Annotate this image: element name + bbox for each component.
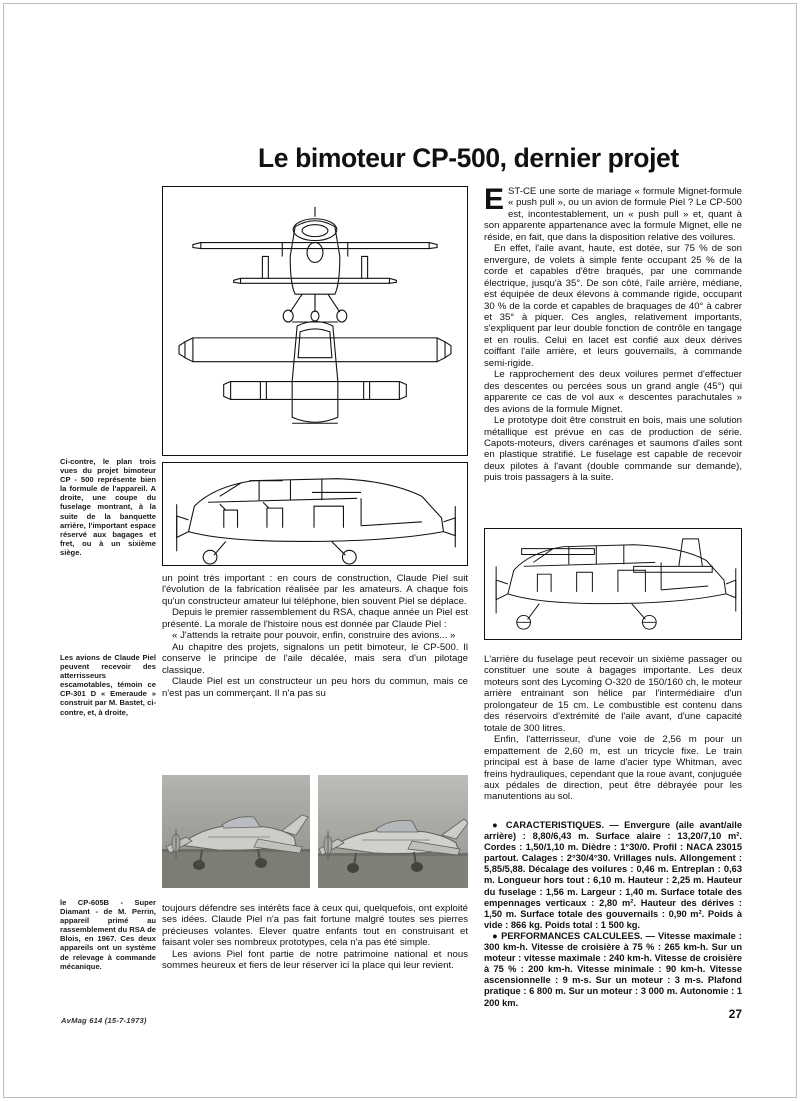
center-paragraph-3: « J'attends la retraite pour pouvoir, enfin, construire des avions... »	[172, 630, 456, 642]
three-view-drawing	[162, 186, 468, 456]
center-paragraph-5: Claude Piel est un constructeur un peu hors du commun, mais ce n'est pas un commerçant. Il n'a pas su	[162, 676, 468, 699]
characteristics-paragraph: ● CARACTERISTIQUES. — Envergure (aile avant/aile arrière) : 8,80/6,43 m. Surface alaire : 13,20/7,10 m². Cordes : 1,50/1,10 m. Dièdre : 1°30/0. Profil : NACA 23015 partout. Calages : 2°30/4°30. Vrillages nuls. Allongement : 5,85/5,88. Décalage des voilures : 0,46 m. Entreplan : 0,63 m. Longueur hors tout : 6,10 m. Hauteur : 2,25 m. Hauteur du fuselage : 1,56 m. Largeur : 1,40 m. Surface totale des empennages verticaux : 2,80 m². Hauteur des dérives : 1,50 m. Surface totale des gouvernails : 0,90 m². Poids à vide : 866 kg. Poids total : 1 500 kg.	[484, 820, 742, 930]
center-text-column	[162, 573, 468, 699]
side-view-cutaway-drawing	[484, 528, 742, 640]
page-title: Le bimoteur CP-500, dernier projet	[258, 143, 679, 173]
caption-photo-left: Les avions de Claude Piel peuvent recevoir des atterrisseurs escamotables, témoin ce CP-301 D « Emeraude » construit par M. Bastet, ci-contre, et, à droite,	[60, 653, 156, 717]
right-mid-text-column	[484, 654, 742, 803]
center-paragraph-2: Depuis le premier rassemblement du RSA, chaque année un Piel est présenté. La morale de l'histoire nous est donnée par Claude Piel :	[162, 607, 468, 630]
fuselage-cutaway-drawing	[162, 462, 468, 566]
performances-paragraph: ● PERFORMANCES CALCULEES. — Vitesse maximale : 300 km-h. Vitesse de croisière à 75 % : 265 km-h. Sur un moteur : vitesse maximale : 240 km-h. Vitesse de croisière à 75 % : 200 km-h. Vitesse minimale : 90 km-h. Vitesse ascensionnelle : 9 m-s. Sur un moteur : 3 m-s. Plafond pratique : 6 800 m. Sur un moteur : 3 000 m. Autonomie : 1 200 km.	[484, 930, 742, 1008]
drop-cap: E	[484, 183, 505, 216]
center-lower-paragraph-1: toujours défendre ses intérêts face à ceux qui, quelquefois, ont exploité ses idées. Claude Piel n'a pas fait fortune malgré toutes ses pierres précieuses volantes. Elever quatre enfants tout en construisant et faisant voler ses nombreux prototypes, cela n'a pas été simple.	[162, 903, 468, 949]
magazine-issue-footer: AvMag 614 (15-7-1973)	[61, 1016, 147, 1025]
center-paragraph-4: Au chapitre des projets, signalons un petit bimoteur, le CP-500. Il conserve le principe de l'aile décalée, mais sera d'un pilotage classique.	[162, 641, 468, 676]
center-lower-paragraph-2: Les avions Piel font partie de notre patrimoine national et nous sommes heureux et fiers de leur réserver ici la place qui leur revient.	[162, 948, 468, 972]
intro-paragraph-3: Le rapprochement des deux voilures permet d'effectuer des descentes ou percées sous un grand angle (45°) qui apparente ce cas de vol aux « descentes parachutales » des avions de la formule Mignet.	[484, 369, 742, 415]
right-mid-paragraph-2: Enfin, l'atterrisseur, d'une voie de 2,56 m pour un empattement de 2,60 m, est un tricycle fixe. Le train principal est à base de lame d'acier type Whitman, avec freins hydrauliques, cependant que la roue avant, conjuguée aux pédales de direction, peut être débrayée pour les manutentions au sol.	[484, 734, 742, 803]
intro-paragraph-4: Le prototype doit être construit en bois, mais une solution métallique est prévue en cas de production de série. Capots-moteurs, divers carénages et saumons d'ailes sont en plastique stratifié. Le fuselage est capable de recevoir deux pilotes à l'avant (double commande sur demande), puis trois passagers à la suite.	[484, 415, 742, 484]
caption-three-view: Ci-contre, le plan trois vues du projet bimoteur CP - 500 représente bien la formule de l'appareil. A droite, une coupe du fuselage montrant, à la suite de la banquette arrière, l'important espace réservé aux bagages et fret, ou à un sixième siège.	[60, 457, 156, 557]
intro-paragraph-1: ST-CE une sorte de mariage « formule Mignet-formule « push pull », ou un avion de formule Piel ? Le CP-500 est, incontestablement, un « push pull » et, quant à son apparente appartenance avec la formule Mignet, elle ne réside, en fait, que dans la disposition relative des voilures.	[484, 186, 742, 243]
intro-paragraph-2: En effet, l'aile avant, haute, est dotée, sur 75 % de son envergure, de volets à simple fente occupant 25 % de la corde et capables d'être braqués, par une commande électrique, jusqu'à 35°. De son côté, l'aile arrière, médiane, est équipée de deux élevons à commande rigide, occupant 30 % de la corde et capables de braquages de 40° à cabrer et 35° à piquer. Ces angles, relativement importants, s'expliquent par leur double fonction de contrôle en tangage et en roulis. Celui en lacet est confié aux deux dérives coiffant l'aile arrière, et leurs gouvernails, à commande semi-rigide.	[484, 243, 742, 369]
intro-text-column	[484, 183, 742, 484]
right-mid-paragraph-1: L'arrière du fuselage peut recevoir un sixième passager ou constituer une soute à bagages importante. Les deux moteurs sont des Lycoming O-320 de 150/160 ch, le moteur arrière entrainant son hélice par l'intermédiaire d'un prolongateur de 15 cm. Le combustible est contenu dans des réservoirs d'extrémité de l'aile avant, d'une capacité totale de 300 litres.	[484, 654, 742, 734]
caption-photo-right: le CP-605B - Super Diamant - de M. Perrin, appareil primé au rassemblement du RSA de Blois, en 1967. Ces deux appareils ont un système de relevage à commande mécanique.	[60, 898, 156, 971]
page-number: 27	[728, 1007, 742, 1021]
center-paragraph-1: un point très important : en cours de construction, Claude Piel suit l'évolution de la fabrication réalisée par les amateurs. A chaque fois qu'un constructeur amateur lui téléphone, bien souvent Piel se déplace.	[162, 573, 468, 607]
photo-cp301d-emeraude	[162, 775, 310, 888]
specifications-block	[484, 820, 742, 1009]
center-text-column-lower	[162, 903, 468, 972]
photo-cp605b-super-diamant	[318, 775, 468, 888]
